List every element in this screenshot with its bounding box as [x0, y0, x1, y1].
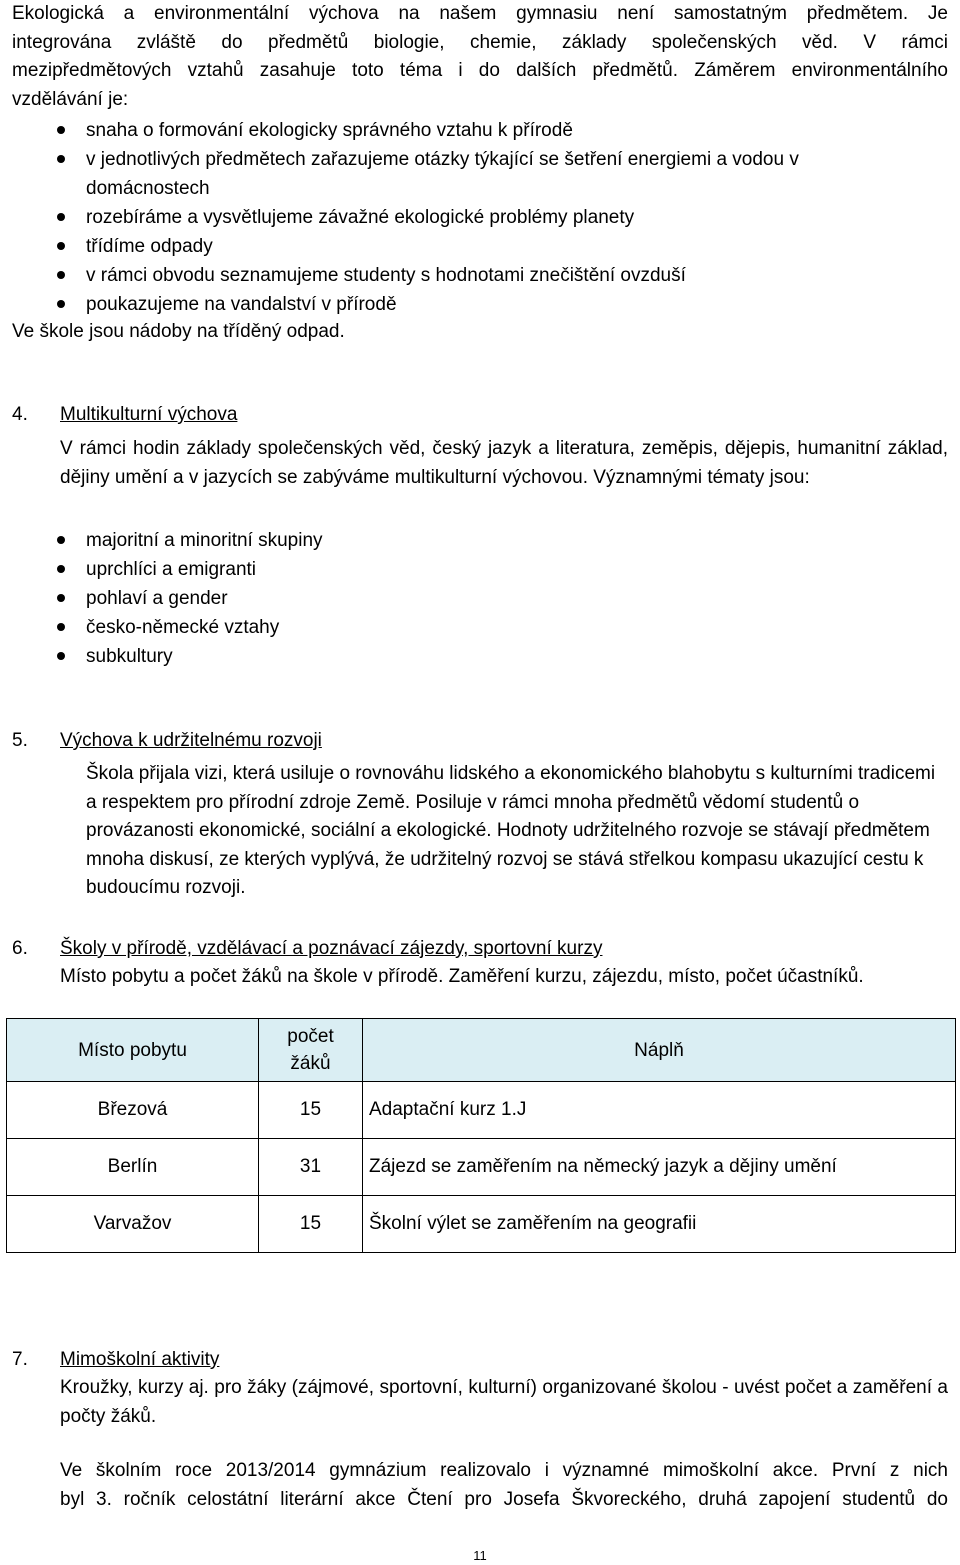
list-item: v rámci obvodu seznamujeme studenty s hodnotami znečištění ovzduší	[57, 261, 877, 290]
section-title: Výchova k udržitelnému rozvoji	[60, 730, 322, 751]
table-cell: 15	[259, 1196, 363, 1253]
table-row	[7, 1139, 956, 1196]
paragraph-line: byl 3. ročník celostátní literární akce Čtení pro Josefa Škvoreckého, druhá zapojení studentů do	[60, 1488, 948, 1510]
section-title: Školy v přírodě, vzdělávací a poznávací zájezdy, sportovní kurzy	[60, 938, 603, 959]
env-closing-text: Ve škole jsou nádoby na tříděný odpad.	[12, 321, 345, 342]
trips-table	[6, 1018, 956, 1253]
list-item: rozebíráme a vysvětlujeme závažné ekologické problémy planety	[57, 203, 877, 232]
table-cell: Březová	[7, 1082, 259, 1139]
list-item: subkultury	[57, 642, 657, 671]
table-cell: Školní výlet se zaměřením na geografii	[363, 1196, 956, 1253]
section-title: Multikulturní výchova	[60, 404, 238, 425]
paragraph-line: Ve školním roce 2013/2014 gymnázium realizovalo i významné mimoškolní akce. První z nich	[60, 1460, 948, 1481]
column-header: počet žáků	[259, 1019, 363, 1082]
intro-line: vzdělávání je:	[12, 88, 129, 110]
intro-line: Ekologická a environmentální výchova na našem gymnasiu není samostatným předmětem. Je	[12, 3, 948, 24]
page-number: 11	[473, 1548, 487, 1563]
table-cell: Adaptační kurz 1.J	[363, 1082, 956, 1139]
section7-text: Kroužky, kurzy aj. pro žáky (zájmové, sportovní, kulturní) organizované školou - uvést počet a zaměření a počty žáků.	[60, 1377, 948, 1427]
list-item: v jednotlivých předmětech zařazujeme otázky týkající se šetření energiemi a vodou v domácnostech	[57, 145, 877, 203]
section-heading-7	[12, 1346, 912, 1375]
section-heading-4	[12, 401, 912, 430]
intro-line: mezipředmětových vztahů zasahuje toto téma i do dalších předmětů. Záměrem environmentálního	[12, 60, 948, 81]
environmental-goals-list	[57, 116, 877, 319]
list-item: poukazujeme na vandalství v přírodě	[57, 290, 877, 319]
table-row	[7, 1082, 956, 1139]
section-number: 4.	[12, 404, 28, 425]
section-heading-5	[12, 727, 912, 756]
section-number: 7.	[12, 1349, 28, 1370]
section6-subtitle: Místo pobytu a počet žáků na škole v přírodě. Zaměření kurzu, zájezdu, místo, počet účastníků.	[60, 966, 864, 987]
list-item: česko-německé vztahy	[57, 613, 657, 642]
section7-paragraph	[60, 1457, 948, 1514]
list-item: snaha o formování ekologicky správného vztahu k přírodě	[57, 116, 877, 145]
list-item: třídíme odpady	[57, 232, 877, 261]
section-number: 5.	[12, 730, 28, 751]
table-row	[7, 1196, 956, 1253]
list-item: pohlaví a gender	[57, 584, 657, 613]
section5-text: Škola přijala vizi, která usiluje o rovnováhu lidského a ekonomického blahobytu s kulturními tradicemi a respektem pro přírodní zdroje Země. Posiluje v rámci mnoha předmětů vědomí studentů o provázanosti ekonomické, sociální a ekologické. Hodnoty udržitelného rozvoje se stávají předmětem mnoha diskusí, ze kterých vyplývá, že udržitelný rozvoj se stává střelkou kompasu ukazující cestu k budoucímu rozvoji.	[86, 763, 936, 898]
table-cell: Zájezd se zaměřením na německý jazyk a dějiny umění	[363, 1139, 956, 1196]
table-cell: Varvažov	[7, 1196, 259, 1253]
intro-paragraph	[12, 0, 948, 114]
list-item: majoritní a minoritní skupiny	[57, 526, 657, 555]
intro-line: integrována zvláště do předmětů biologie, chemie, základy společenských věd. V rámci	[12, 31, 948, 53]
section-title: Mimoškolní aktivity	[60, 1349, 220, 1370]
multicultural-topics-list	[57, 526, 657, 671]
table-cell: 31	[259, 1139, 363, 1196]
section4-text: V rámci hodin základy společenských věd, český jazyk a literatura, zeměpis, dějepis, humanitní základ, dějiny umění a v jazycích se zabýváme multikulturní výchovou. Významnými tématy jsou:	[60, 438, 948, 488]
list-item: uprchlíci a emigranti	[57, 555, 657, 584]
column-header: Náplň	[363, 1019, 956, 1082]
table-cell: Berlín	[7, 1139, 259, 1196]
table-cell: 15	[259, 1082, 363, 1139]
table-header-row	[7, 1019, 956, 1082]
column-header: Místo pobytu	[7, 1019, 259, 1082]
section-number: 6.	[12, 938, 28, 959]
section-heading-6	[12, 935, 952, 964]
